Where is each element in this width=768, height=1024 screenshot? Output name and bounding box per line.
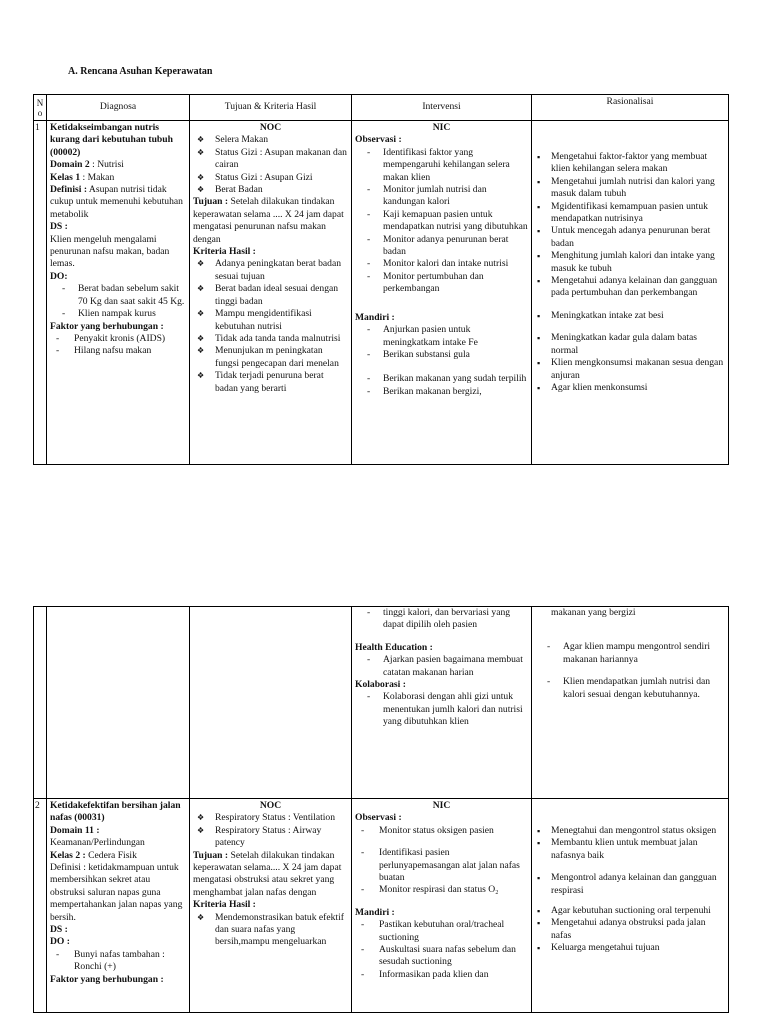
header-tujuan: Tujuan & Kriteria Hasil bbox=[190, 95, 352, 121]
list-item: ▪ Mengetahui adanya obstruksi pada jalan nafas bbox=[535, 917, 725, 942]
row2-intervensi-cell bbox=[352, 799, 532, 1013]
list-item: ❖ Mampu mengidentifikasi kebutuhan nutrisi bbox=[193, 308, 348, 333]
header-diagnosa: Diagnosa bbox=[47, 95, 190, 121]
row1-observasi-label: Observasi : bbox=[355, 134, 402, 146]
list-item: ▪ Mengetahui jumlah nutrisi dan kalori yang masuk dalam tubuh bbox=[535, 176, 725, 201]
care-plan-table-1 bbox=[33, 94, 729, 465]
list-item: ❖ Status Gizi : Asupan makanan dan cairan bbox=[193, 147, 348, 172]
row2-kriteria-label: Kriteria Hasil : bbox=[193, 899, 256, 911]
list-item: - Anjurkan pasien untuk meningkatkam intake Fe bbox=[355, 324, 528, 349]
row1-domain-value: : Nutrisi bbox=[92, 159, 124, 171]
row2-observasi-label: Observasi : bbox=[355, 812, 402, 824]
list-item: - Informasikan pada klien dan bbox=[355, 969, 528, 981]
row2-kelas-label: Kelas 2 : bbox=[50, 849, 86, 861]
row1-ds-label: DS : bbox=[50, 221, 68, 233]
row2-mandiri-label: Mandiri : bbox=[355, 906, 395, 918]
list-item: - Monitor status oksigen pasien bbox=[355, 825, 528, 837]
header-intervensi: Intervensi bbox=[352, 95, 532, 121]
row1-definisi-label: Definisi : bbox=[50, 184, 88, 196]
list-item: - Monitor respirasi dan status O₂ bbox=[355, 884, 528, 896]
list-item: - Kaji kemapuan pasien untuk mendapatkan nutrisi yang dibutuhkan bbox=[355, 209, 528, 234]
list-item: - Pastikan kebutuhan oral/tracheal suctioning bbox=[355, 919, 528, 944]
row1-mandiri-label: Mandiri : bbox=[355, 311, 395, 323]
row2-no: 2 bbox=[34, 799, 47, 1013]
list-item: ❖ Berat Badan bbox=[193, 184, 348, 196]
list-item: ▪ Mengetahui adanya kelainan dan gangguan pada pertumbuhan dan perkembangan bbox=[535, 275, 725, 300]
list-item: ▪ Menghitung jumlah kalori dan intake yang masuk ke tubuh bbox=[535, 250, 725, 275]
list-item: ❖ Tidak terjadi penuruna berat badan yang berarti bbox=[193, 370, 348, 395]
row2-definisi-value: Definisi : ketidakmampuan untuk membersihkan sekret atau obstruksi saluran napas guna mempertahankan jalan napas yang bersih. bbox=[50, 862, 183, 923]
list-item: ▪ Klien mengkonsumsi makanan sesua dengan anjuran bbox=[535, 357, 725, 382]
list-item: ▪ Agar kebutuhan suctioning oral terpenuhi bbox=[535, 905, 725, 917]
row2-nic-label: NIC bbox=[432, 800, 451, 811]
row1-diagnosa-cell bbox=[47, 121, 190, 465]
list-item: ❖ Respiratory Status : Airway patency bbox=[193, 825, 348, 850]
list-item: ❖ Menunjukan m peningkatan fungsi pengecapan dari menelan bbox=[193, 345, 348, 370]
cont-rasional-cell bbox=[532, 607, 729, 799]
cont-kolab-label: Kolaborasi : bbox=[355, 679, 406, 691]
list-item: ▪ Agar klien menkonsumsi bbox=[535, 382, 725, 394]
row1-tujuan-cell bbox=[190, 121, 352, 465]
list-item: - Monitor jumlah nutrisi dan kandungan kalori bbox=[355, 184, 528, 209]
list-item: - Kolaborasi dengan ahli gizi untuk menentukan jumlh kalori dan nutrisi yang dibutuhkan klien bbox=[355, 691, 528, 728]
row2-diagnosa-cell bbox=[47, 799, 190, 1013]
row1-nic-label: NIC bbox=[432, 122, 451, 133]
list-item: ▪ Membantu klien untuk membuat jalan nafasnya baik bbox=[535, 837, 725, 862]
care-plan-table-2 bbox=[33, 606, 729, 1013]
list-item: ❖ Mendemonstrasikan batuk efektif dan suara nafas yang bersih,mampu mengeluarkan bbox=[193, 912, 348, 949]
list-item: ❖ Berat badan ideal sesuai dengan tinggi badan bbox=[193, 283, 348, 308]
header-rasional: Rasionalisai bbox=[532, 95, 729, 121]
list-item: - Ajarkan pasien bagaimana membuat catatan makanan harian bbox=[355, 654, 528, 679]
list-item: - Bunyi nafas tambahan : Ronchi (+) bbox=[50, 949, 186, 974]
list-item: ❖ Adanya peningkatan berat badan sesuai tujuan bbox=[193, 258, 348, 283]
cont-intervensi-cell bbox=[352, 607, 532, 799]
row1-intervensi-cell bbox=[352, 121, 532, 465]
list-item: ▪ Meningkatkan kadar gula dalam batas normal bbox=[535, 332, 725, 357]
list-item: - Identifikasi pasien perlunyapemasangan alat jalan nafas buatan bbox=[355, 847, 528, 884]
row1-kriteria-label: Kriteria Hasil : bbox=[193, 246, 256, 258]
list-item: - Agar klien mampu mengontrol sendiri makanan hariannya bbox=[535, 641, 725, 666]
list-item: ❖ Status Gizi : Asupan Gizi bbox=[193, 172, 348, 184]
row2-tujuan-cell bbox=[190, 799, 352, 1013]
list-item: - Identifikasi faktor yang mempengaruhi kehilangan selera makan klien bbox=[355, 147, 528, 184]
row2-rasional-cell bbox=[532, 799, 729, 1013]
row1-tujuan-label: Tujuan : bbox=[193, 196, 229, 208]
cont-health-label: Health Education : bbox=[355, 641, 433, 653]
list-item: - Berat badan sebelum sakit 70 Kg dan saat sakit 45 Kg. bbox=[50, 283, 186, 308]
header-no: N o bbox=[34, 95, 47, 121]
row2-tujuan-value: Setelah dilakukan tindakan keperawatan selama.... X 24 jam dapat mengatasi obstruksi atau sekret yang menghambat jalan nafas dengan bbox=[193, 849, 342, 898]
row1-kelas-value: : Makan bbox=[82, 171, 115, 183]
list-item: ▪ Untuk mencegah adanya penurunan berat badan bbox=[535, 225, 725, 250]
row1-do-label: DO: bbox=[50, 270, 68, 282]
row2-kelas-value: Cedera Fisik bbox=[88, 849, 137, 861]
row1-noc-label: NOC bbox=[259, 122, 282, 133]
list-item: ▪ Keluarga mengetahui tujuan bbox=[535, 942, 725, 954]
list-item: - Penyakit kronis (AIDS) bbox=[50, 333, 186, 345]
list-item: - Berikan makanan bergizi, bbox=[355, 386, 528, 398]
cont-ras-first: makanan yang bergizi bbox=[551, 607, 636, 618]
page-title: A. Rencana Asuhan Keperawatan bbox=[68, 66, 213, 77]
row1-no: 1 bbox=[34, 121, 47, 465]
row2-diag-title: Ketidakefektifan bersihan jalan nafas (00031) bbox=[50, 800, 181, 824]
list-item: - tinggi kalori, dan bervariasi yang dapat dipilih oleh pasien bbox=[355, 607, 528, 632]
list-item: ▪ Meningkatkan intake zat besi bbox=[535, 310, 725, 322]
row1-ds-value: Klien mengeluh mengalami penurunan nafsu makan, badan lemas. bbox=[50, 233, 170, 270]
row2-faktor-label: Faktor yang berhubungan : bbox=[50, 973, 164, 985]
list-item: ❖ Tidak ada tanda tanda malnutrisi bbox=[193, 333, 348, 345]
row2-tujuan-label: Tujuan : bbox=[193, 849, 229, 861]
cont-tujuan-cell bbox=[190, 607, 352, 799]
row2-domain-label: Domain 11 : bbox=[50, 824, 100, 836]
list-item: - Berikan makanan yang sudah terpilih bbox=[355, 373, 528, 385]
row1-faktor-label: Faktor yang berhubungan : bbox=[50, 320, 164, 332]
row2-do-label: DO : bbox=[50, 936, 70, 948]
row1-definisi-value: Asupan nutrisi tidak cukup untuk memenuhi kebutuhan metabolik bbox=[50, 184, 183, 220]
list-item: ❖ Selera Makan bbox=[193, 134, 348, 146]
list-item: - Klien mendapatkan jumlah nutrisi dan kalori sesuai dengan kebutuhannya. bbox=[535, 676, 725, 701]
list-item: - Berikan substansi gula bbox=[355, 349, 528, 361]
row1-kelas-label: Kelas 1 bbox=[50, 171, 81, 183]
list-item: ▪ Mengetahui faktor-faktor yang membuat klien kehilangan selera makan bbox=[535, 151, 725, 176]
row2-ds-label: DS : bbox=[50, 924, 68, 936]
row1-tujuan-value: Setelah dilakukan tindakan keperawatan selama .... X 24 jam dapat mengatasi penurunan nafsu makan dengan bbox=[193, 196, 344, 245]
cont-diagnosa-cell bbox=[47, 607, 190, 799]
list-item: - Monitor adanya penurunan berat badan bbox=[355, 234, 528, 259]
row1-diag-title: Ketidakseimbangan nutris kurang dari kebutuhan tubuh (00002) bbox=[50, 122, 173, 158]
list-item: - Monitor pertumbuhan dan perkembangan bbox=[355, 271, 528, 296]
cont-no bbox=[34, 607, 47, 799]
list-item: ▪ Mengontrol adanya kelainan dan gangguan respirasi bbox=[535, 872, 725, 897]
row2-noc-label: NOC bbox=[259, 800, 282, 811]
list-item: - Hilang nafsu makan bbox=[50, 345, 186, 357]
list-item: - Monitor kalori dan intake nutrisi bbox=[355, 258, 528, 270]
list-item: - Auskultasi suara nafas sebelum dan sesudah suctioning bbox=[355, 944, 528, 969]
list-item: ❖ Respiratory Status : Ventilation bbox=[193, 812, 348, 824]
row1-rasional-cell bbox=[532, 121, 729, 465]
list-item: ▪ Menegtahui dan mengontrol status oksigen bbox=[535, 825, 725, 837]
row1-domain-label: Domain 2 bbox=[50, 159, 90, 171]
row2-domain-value: Keamanan/Perlindungan bbox=[50, 837, 145, 849]
list-item: ▪ Mgidentifikasi kemampuan pasien untuk mendapatkan nutrisinya bbox=[535, 201, 725, 226]
list-item: - Klien nampak kurus bbox=[50, 308, 186, 320]
